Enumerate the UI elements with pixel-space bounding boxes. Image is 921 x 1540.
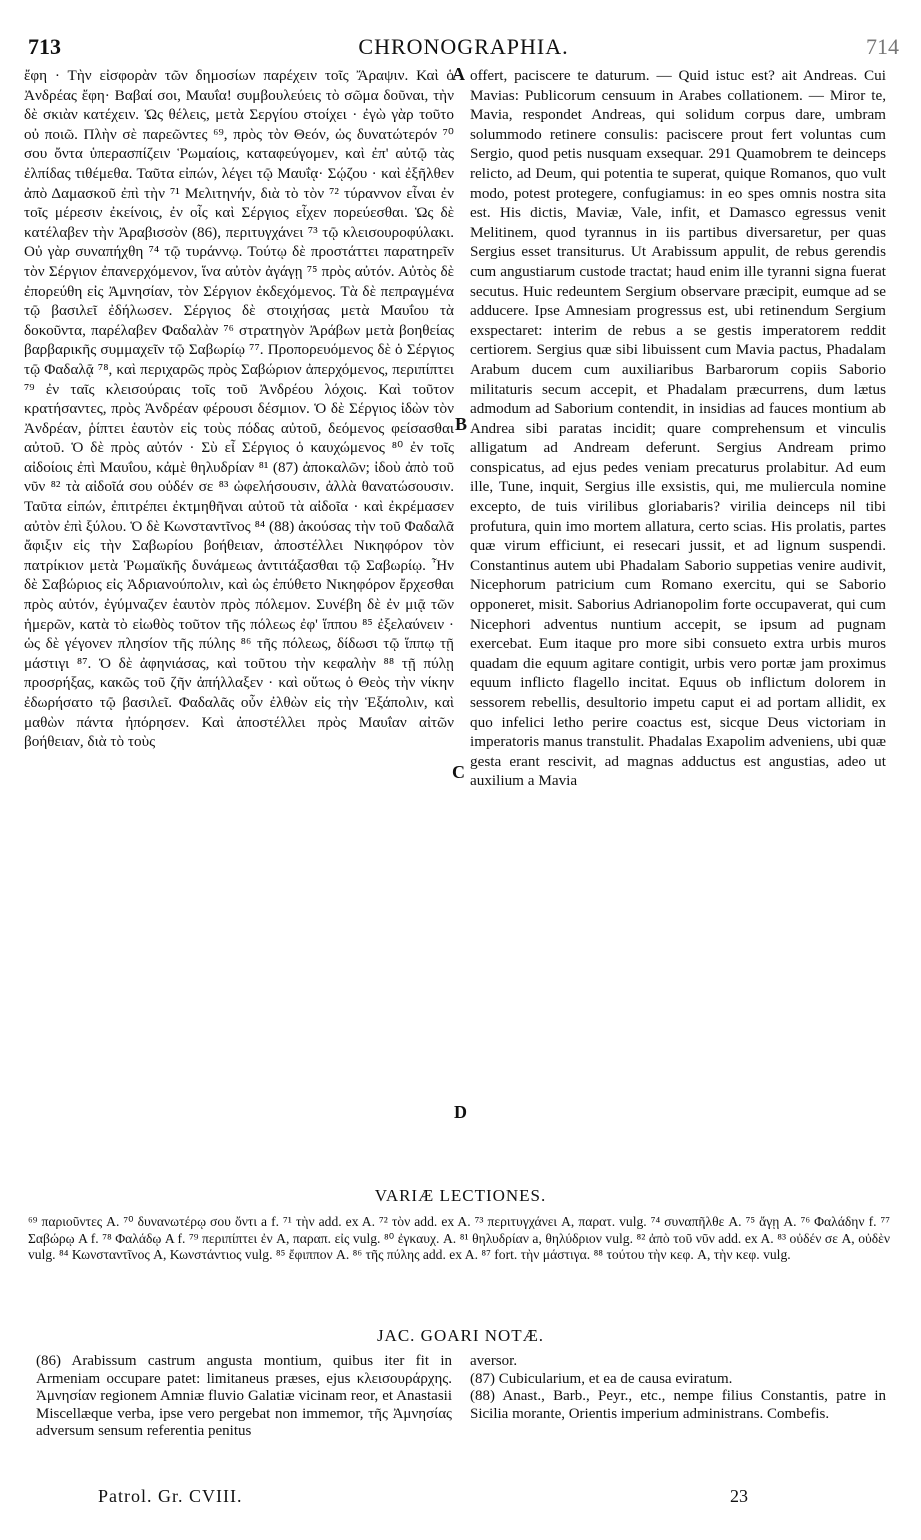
- notes-left-column: [36, 1353, 452, 1441]
- greek-text: ἔφη · Τὴν εἰσφορὰν τῶν δημοσίων παρέχειν τοῖς Ἄραψιν. Καὶ ὁ Ἀνδρέας ἔφη· Βαβαί σοι, Μαυΐα! συμβουλεύεις τὸ σῶμα δοῦναι, τὴν δὲ σκιὰν κατέχειν. Ὡς θέλεις, μετὰ Σεργίου στοίχει · ἐγὼ γὰρ τοῦτο οὐ ποιῶ. Πλὴν σὲ παρεῶντες ⁶⁹, πρὸς τὸν Θεόν, ὡς δυνατώτερόν ⁷⁰ σου ὄντα ὑπερασπίζειν Ῥωμαίοις, καταφεύγομεν, καὶ ἐπ' αὐτῷ τὰς ἐλπίδας τιθέμεθα. Ταῦτα εἰπών, λέγει τῷ Μαυΐᾳ· Σῴζου · καὶ ἐξῆλθεν ἀπὸ Δαμασκοῦ ἐπὶ τὴν ⁷¹ Μελιτηνήν, διὰ τὸ τὸν ⁷² τύραννον εἶναι ἐν τοῖς μέρεσιν ἐκείνοις, ἐν οἷς καὶ Σέργιος εἶχεν πορεύεσθαι. Ὡς δὲ κατέλαβεν τὴν Ἀραβισσὸν (86), περιτυγχάνει ⁷³ τῷ κλεισουροφύλακι. Οὐ γὰρ συναπήχθη ⁷⁴ τῷ τυράννῳ. Τούτῳ δὲ προστάττει παρατηρεῖν τὸν Σέργιον ἐπανερχόμενον, ἵνα αὐτὸν ἀγάγῃ ⁷⁵ πρὸς αὐτόν. Αὐτὸς δὲ ἐπορεύθη εἰς Ἀμνησίαν, τὸν Σέργιον ἐκδεχόμενος. Τὰ δὲ πεπραγμένα τῷ βασιλεῖ ἐδήλωσεν. Σέργιος δὲ στοιχήσας μετὰ Μαυΐου τὰ δοκοῦντα, παρέλαβεν Φαδαλὰν ⁷⁶ στρατηγὸν Ἀράβων μετὰ βοηθείας βαρβαρικῆς συμμαχεῖν τῷ Σαβωρίῳ ⁷⁷. Προπορευόμενος δὲ ὁ Σέργιος τῷ Φαδαλᾷ ⁷⁸, καὶ περιχαρῶς πρὸς Σαβώριον ἀπερχόμενος, περιπίπτει ⁷⁹ ἐν ταῖς κλεισούραις τοῖς τοῦ Ἀνδρέου λόχοις. Καὶ τοῦτον κρατήσαντες, πρὸς Ἀνδρέαν φέρουσι δέσμιον. Ὁ δὲ Σέργιος ἰδὼν τὸν Ἀνδρέαν, ῥίπτει ἑαυτὸν εἰς τοὺς πόδας αὐτοῦ, δεόμενος φείσασθαι αὐτοῦ. Ὁ δὲ πρὸς αὐτόν · Σὺ εἶ Σέργιος ὁ καυχώμενος ⁸⁰ ἐν τοῖς αἰδοίοις ἐπὶ Μαυΐου, κἀμὲ θηλυδρίαν ⁸¹ (87) ἀποκαλῶν; ἰδοὺ ἀπὸ τοῦ νῦν ⁸² τὰ αἰδοῖά σου οὐδέν σε ⁸³ ὠφελήσουσιν, ἀλλὰ θανατώσουσιν. Ταῦτα εἰπών, ἐπιτρέπει ἐκτμηθῆναι αὐτοῦ τὰ αἰδοῖα · καὶ ἐκρέμασεν αὐτὸν ἐπὶ ξύλου. Ὁ δὲ Κωνσταντῖνος ⁸⁴ (88) ἀκούσας τὴν τοῦ Φαδαλᾶ ἄφιξιν εἰς τὴν Σαβωρίου βοήθειαν, ἀποστέλλει Νικηφόρον τὸν πατρίκιον μετὰ Ῥωμαϊκῆς δυνάμεως ἀντιτάξασθαι τῷ Σαβωρίῳ. Ἦν δὲ Σαβώριος εἰς Ἀδριανούπολιν, καὶ ὡς ἐπύθετο Νικηφόρον ἔρχεσθαι πρὸς αὐτόν, ἐγύμναζεν ἑαυτὸν πρὸς πόλεμον. Συνέβη δὲ ἐν μιᾷ τῶν ἡμερῶν, κατὰ τὸ εἰωθὸς τοῦτον τῆς πόλεως ἐφ' ἵππου ⁸⁵ ἐξελαύνειν · ὡς δὲ γέγονεν πλησίον τῆς πύλης ⁸⁶ τῆς πόλεως, δίδωσι τῷ ἵππῳ τῇ μάστιγι ⁸⁷. Ὁ δὲ ἀφηνιάσας, καὶ τοῦτου τὴν κεφαλὴν ⁸⁸ τῇ πύλῃ προσρήξας, κακῶς τοῦ ζῆν ἀπήλλαξεν · καὶ οὕτως ὁ Θεὸς τὴν νίκην ἐδωρήσατο τῷ βασιλεῖ. Φαδαλᾶς οὖν ἐλθὼν εἰς τὴν Ἑξάπολιν, καὶ μαθὼν πάντα ἠπόρησεν. Καὶ ἀποστέλλει πρὸς Μαυΐαν αἰτῶν βοήθειαν, διὰ τὸ τοὺς: [24, 67, 454, 751]
- footer-series: Patrol. Gr. CVIII.: [98, 1486, 243, 1506]
- latin-text: offert, paciscere te daturum. — Quid istuc est? ait Andreas. Cui Mavias: Publicorum censuum in Arabes collationem. — Miror te, Mavia, respondet Andreas, qui solidum corpus dare, umbram solummodo retinere consulis: paciscere prout fert voluntas cum Sergio, quod petis nusquam exsequar. 291 Quamobrem te deinceps relicto, ad Deum, qui potentia te superat, quique Romanos, quo vult modo, potest protegere, confugiamus: in eo spes omnis nostra sita est. His dictis, Maviæ, Vale, infit, et Damasco egressus venit Melitinem, quod tyrannus in iis partibus diversaretur, per quas Sergius esset transiturus. Ut Arabissum appulit, de rebus gerendis cum angustiarum custode tractat; haud enim ille tyranni signa fuerat secutus. Huic redeuntem Sergium observare præcipit, eumque ad se adducere. Ipse Amnesiam progressus est, ubi retinendum Sergium exspectaret: interim de rebus a se gestis imperatorem reddit certiorem. Sergius quæ sibi libuissent cum Mavia pactus, Phadalam Arabum ducem cum auxiliaribus Barbarorum copiis Saborio militaturis secum accepit, et Phadalam præcurrens, dum lætus admodum ad Saborium contendit, in insidias ad fauces montium ab Andrea sibi paratas incidit; quare comprehensum et vinculis alligatum ad Andream deferunt. Sergius Andream primo conspicatus, ad ejus pedes veniam precaturus prolabitur. Ad eum ille, Tune, inquit, Sergius ille exsistis, qui, me muliercula nomine excepto, de tuis virilibus gloriabaris? virilia deinceps nil tibi profutura, quin imo mortem allatura, certo scias. His prolatis, partes quæ virum efficiunt, ei resecari jussit, et ad lignum suspendi. Constantinus autem ubi Phadalam Saborio suppetias venire audivit, Nicephorum patricium cum Romano exercitu, qui se Saborio opponeret, misit. Saborius Adrianopolim forte occupaverat, qui cum Nicephori adventus nuntium accepit, se ipsum ad pugnam exercebat. Eum itaque pro more sibi consueto extra urbis muros quadam die equum agitare contigit, urbis vero portæ jam proximus equum inflicto flagello incitat. Equus ob inflictum dolorem in sessorem rebellis, desultorio impetu caput ei ad portam allidit, ex quo infelici letho perire coactus est, sicque Deus victoriam in imperatoris manus transtulit. Phadalas Exapolim adveniens, ubi quæ gesta erant rescivit, ad magnas adductus est angustias, adeo ut auxilium a Mavia: [470, 67, 886, 790]
- notes-heading: JAC. GOARI NOTÆ.: [376, 1326, 545, 1345]
- margin-marker-c: C: [452, 762, 465, 782]
- margin-marker-a: A: [452, 64, 465, 84]
- variae-text: ⁶⁹ παριοῦντες A. ⁷⁰ δυνανωτέρῳ σου ὄντι a f. ⁷¹ τὴν add. ex A. ⁷² τὸν add. ex A. ⁷³ περιτυγχάνει A, παρατ. vulg. ⁷⁴ συναπῆλθε A. ⁷⁵ ἄγῃ A. ⁷⁶ Φαλάδην f. ⁷⁷ Σαβώρῳ A f. ⁷⁸ Φαλάδῳ A f. ⁷⁹ περιπίπτει ἐν A, παραπ. εἰς vulg. ⁸⁰ ἐγκαυχ. A. ⁸¹ θηλυδρίαν a, θηλύδριον vulg. ⁸² ἀπὸ τοῦ νῦν add. ex A. ⁸³ οὐδέν σε A, οὐδὲν vulg. ⁸⁴ Κωνσταντῖνος A, Κωνστάντιος vulg. ⁸⁵ ἔφιππον A. ⁸⁶ τῆς πύλης add. ex A. ⁸⁷ fort. τὴν μάστιγα. ⁸⁸ τούτου τὴν κεφ. A, τὴν κεφ. vulg.: [28, 1214, 890, 1263]
- greek-column: [24, 66, 454, 752]
- page-number-left: 713: [28, 34, 61, 59]
- running-title: CHRONOGRAPHIA.: [358, 34, 569, 59]
- variae-lectiones: [28, 1214, 890, 1264]
- variae-heading: VARIÆ LECTIONES.: [374, 1186, 547, 1205]
- margin-marker-b: B: [455, 414, 468, 434]
- note-88: (88) Anast., Barb., Peyr., etc., nempe filius Constantis, patre in Sicilia morante, Orientis imperium administrans. Combefis.: [470, 1388, 886, 1422]
- running-head: [28, 34, 899, 60]
- note-86: (86) Arabissum castrum angusta montium, quibus iter fit in Armeniam occupare patet: limitaneus præses, ejus κλεισουράρχης. Ἀμνησίαν regionem Amniæ fluvio Galatiæ vicinam reor, et Anastasii Miscellæque verba, ipse vero pergebat non immemor, τῆς Ἀμνησίας adversum sensum referentia penitus: [36, 1353, 452, 1440]
- note-86-continued: aversor.: [470, 1353, 518, 1369]
- margin-marker-d: D: [454, 1102, 467, 1122]
- latin-column: [470, 66, 886, 791]
- notes-right-column: [470, 1353, 886, 1423]
- page-number-right: 714: [866, 34, 899, 59]
- note-87: (87) Cubicularium, et ea de causa eviratum.: [470, 1370, 733, 1387]
- footer-signature: 23: [730, 1486, 748, 1506]
